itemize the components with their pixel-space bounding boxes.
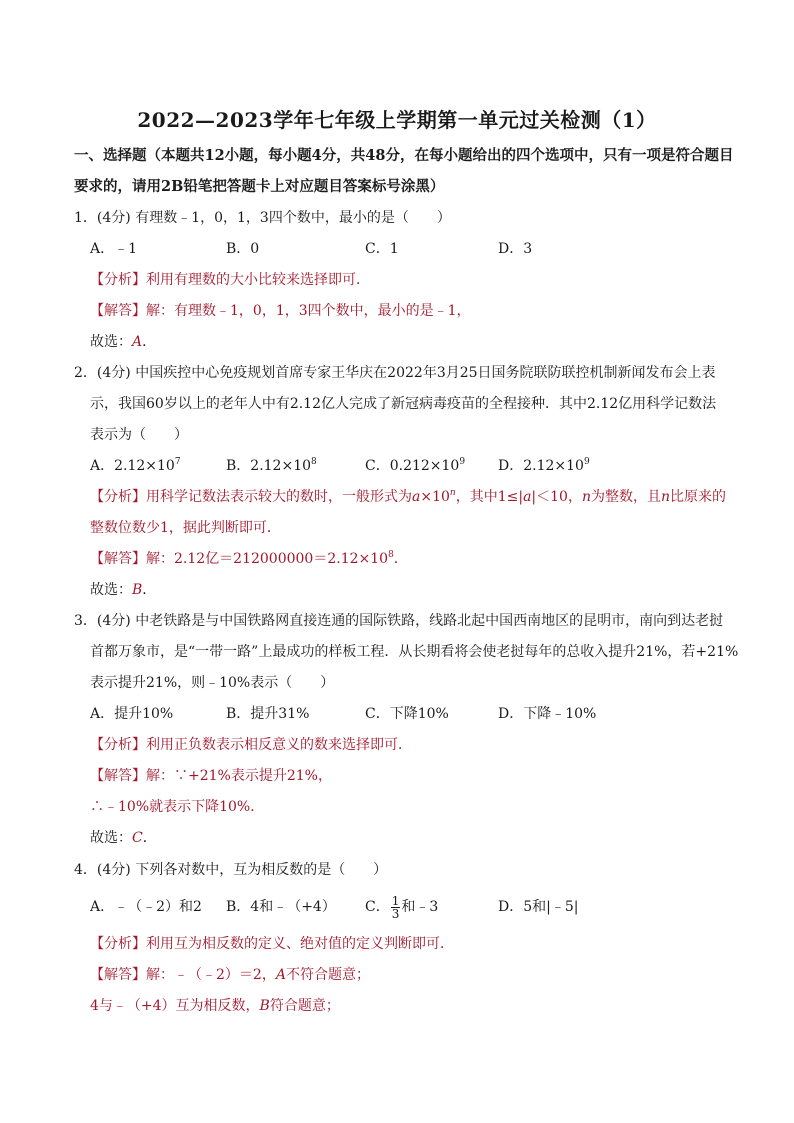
q4-option-c-suffix: 和﹣3 (401, 899, 439, 915)
q3-choice (90, 828, 750, 848)
q3-analysis (90, 735, 750, 755)
q4-analysis (90, 934, 750, 954)
q4-line2-b: 符合题意； (269, 998, 340, 1014)
q4-answer-letter-b: B (259, 998, 270, 1014)
q2-option-b (226, 456, 317, 476)
q3-choice-letter: C (132, 830, 143, 846)
q2-answer-a: 解：2.12亿＝212000000＝2.12×10 (146, 551, 389, 567)
q4-option-c-fraction (391, 895, 401, 920)
q1-answer-text: 解：有理数﹣1，0，1，3四个数中，最小的是﹣1， (146, 303, 471, 319)
q4-analysis-text: 利用互为相反数的定义、绝对值的定义判断即可． (146, 936, 454, 952)
q2-analysis-c: ，其中1≤| (455, 489, 524, 505)
analysis-tag: 【分析】 (90, 936, 146, 952)
section-heading-line1: 一、选择题（本题共12小题，每小题4分，共48分，在每小题给出的四个选项中，只有一项是符合题目 (74, 147, 734, 164)
q4-option-c (365, 893, 438, 921)
q3-stem-line1: 3．(4分) 中老铁路是与中国铁路网直接连通的国际铁路，线路北起中国西南地区的昆明市，南向到达老挝 (74, 613, 724, 629)
q3-option-b: B．提升31% (226, 706, 310, 722)
fraction-denominator: 3 (391, 906, 400, 921)
q2-choice-letter: B (132, 582, 143, 598)
q4-answer-a: 解：﹣（﹣2）＝2， (146, 967, 276, 983)
q1-option-c: C．1 (365, 241, 399, 257)
q4-answer-letter-a: A (275, 967, 286, 983)
q2-answer-b: ． (393, 551, 408, 567)
q4-answer-line2 (90, 996, 750, 1016)
q3-answer-text: 解：∵+21%表示提升21%， (146, 768, 332, 784)
q1-choice-end: ． (142, 334, 157, 350)
answer-tag: 【解答】 (90, 967, 146, 983)
q2-stem-line3: 表示为（ ） (90, 427, 188, 443)
q3-option-c: C．下降10% (365, 706, 449, 722)
q2-answer-exp: 8 (388, 550, 394, 560)
analysis-tag: 【分析】 (90, 489, 146, 505)
q2-option-c (365, 456, 465, 476)
fraction-numerator: 1 (391, 893, 400, 908)
q3-option-d: D．下降﹣10% (498, 706, 597, 722)
q1-option-d: D．3 (498, 241, 533, 257)
q2-analysis-line1 (90, 487, 750, 507)
q4-answer-b: 不符合题意； (285, 967, 370, 983)
q4-option-c-prefix: C． (365, 899, 390, 915)
choice-tag: 故选： (90, 582, 132, 598)
analysis-tag: 【分析】 (90, 272, 146, 288)
q4-option-b: B．4和﹣（+4） (226, 899, 336, 915)
q3-answer (90, 766, 750, 786)
q2-choice (90, 580, 750, 600)
answer-tag: 【解答】 (90, 303, 146, 319)
page-title: 2022—2023学年七年级上学期第一单元过关检测（1） (137, 108, 657, 132)
choice-tag: 故选： (90, 334, 132, 350)
q2-option-a (90, 456, 181, 476)
q1-analysis (90, 270, 750, 290)
q2-analysis-var-a: a (412, 489, 421, 505)
choice-tag: 故选： (90, 830, 132, 846)
q1-analysis-text: 利用有理数的大小比较来选择即可． (146, 272, 370, 288)
analysis-tag: 【分析】 (90, 737, 146, 753)
q2-option-b-base: B．2.12×10 (226, 458, 312, 474)
q2-analysis-line2: 整数位数少1，据此判断即可． (90, 520, 281, 536)
q4-answer (90, 965, 750, 985)
q3-therefore: ∴﹣10%就表示下降10%． (90, 799, 265, 815)
q3-choice-end: ． (142, 830, 157, 846)
q2-analysis-exp: n (449, 488, 456, 498)
q2-option-c-base: C．0.212×10 (365, 458, 460, 474)
q2-option-c-exp: 9 (459, 457, 466, 467)
q1-answer (90, 301, 750, 321)
q1-choice-letter: A (132, 334, 143, 350)
q2-option-d-base: D．2.12×10 (498, 458, 584, 474)
q3-option-a: A．提升10% (90, 706, 174, 722)
q2-option-d-exp: 9 (583, 457, 590, 467)
q1-choice (90, 332, 750, 352)
q2-option-b-exp: 8 (311, 457, 317, 467)
answer-tag: 【解答】 (90, 551, 146, 567)
q2-option-d (498, 456, 590, 476)
q2-analysis-b: ×10 (420, 489, 450, 505)
q2-stem-line2: 示，我国60岁以上的老年人中有2.12亿人完成了新冠病毒疫苗的全程接种．其中2.12亿用科学记数法 (90, 396, 717, 412)
q2-choice-end: ． (142, 582, 157, 598)
q2-analysis-n2: n (660, 489, 671, 505)
section-heading-line2: 要求的，请用2B铅笔把答题卡上对应题目答案标号涂黑） (74, 178, 445, 195)
q2-option-a-exp: 7 (174, 457, 181, 467)
q2-option-a-base: A．2.12×10 (90, 458, 175, 474)
q4-line2-a: 4与﹣（+4）互为相反数， (90, 998, 260, 1014)
q1-stem: 1．(4分) 有理数﹣1，0，1，3四个数中，最小的是（ ） (74, 210, 451, 226)
answer-tag: 【解答】 (90, 768, 146, 784)
q4-option-a: A．﹣（﹣2）和2 (90, 899, 202, 915)
q2-analysis-a: 用科学记数法表示较大的数时，一般形式为 (146, 489, 412, 505)
q3-stem-line3: 表示提升21%，则﹣10%表示（ ） (90, 675, 335, 691)
q2-analysis-f: 比原来的 (670, 489, 727, 505)
q1-option-a: A．﹣1 (90, 241, 138, 257)
q2-answer (90, 549, 750, 569)
q4-stem: 4．(4分) 下列各对数中，互为相反数的是（ ） (74, 862, 388, 878)
q2-analysis-n: n (581, 489, 591, 505)
q2-analysis-var-a2: a (523, 489, 532, 505)
q3-analysis-text: 利用正负数表示相反意义的数来选择即可． (146, 737, 412, 753)
q2-stem-line1: 2．(4分) 中国疾控中心免疫规划首席专家王华庆在2022年3月25日国务院联防联控机制新闻发布会上表 (74, 365, 716, 381)
q2-analysis-e: 为整数，且 (590, 489, 661, 505)
q3-stem-line2: 首都万象市，是“一带一路”上最成功的样板工程．从长期看将会使老挝每年的总收入提升21%，若+21% (90, 644, 739, 660)
q4-option-d: D．5和|﹣5| (498, 899, 579, 915)
q2-analysis-d: |＜10， (531, 489, 582, 505)
q1-option-b: B．0 (226, 241, 260, 257)
